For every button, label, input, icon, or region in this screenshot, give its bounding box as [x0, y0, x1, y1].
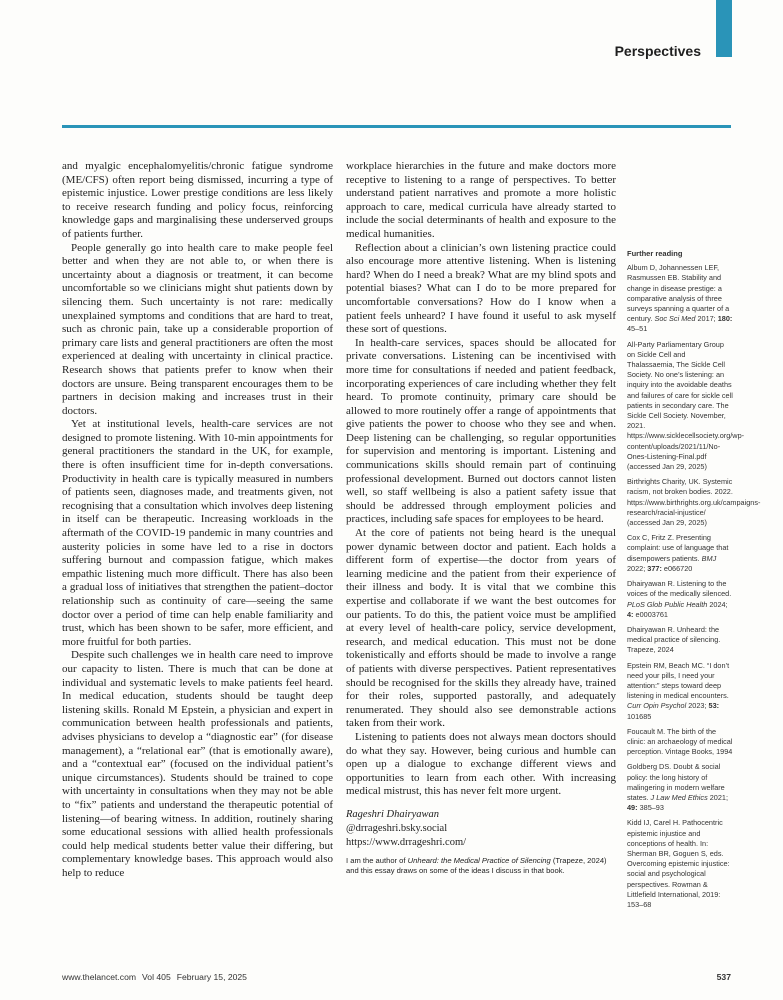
reference-item: Dhairyawan R. Unheard: the medical practice of silencing. Trapeze, 2024 — [627, 624, 721, 655]
paragraph: and myalgic encephalomyelitis/chronic fatigue syndrome (ME/CFS) often report being dismissed, incurring a type of epistemic injustice. Lower prestige conditions are less likely to receive research funding and policy focus, reinforcing knowledge gaps and marginalising these underserved groups of patients further. — [62, 160, 333, 240]
paragraph: People generally go into health care to make people feel better and when they are not able to, or when there is uncertainty about a diagnosis or treatment, it can become uncomfortable so we clinicians might shut patients down by silencing them. Such uncertainty is not rare: medically unexplained symptoms and conditions that are hard to treat, such as chronic pain, take up a considerable proportion of primary care lists and general practitioners are often the most experienced at dealing with uncertainty in clinical practice. Research shows that patients prefer to know when their doctors are unsure. Being transparent encourages them to be partners in decision making and increases trust in their doctors. — [62, 241, 333, 417]
paragraph: workplace hierarchies in the future and make doctors more receptive to listening to a range of perspectives. To better understand patient narratives and promote a more holistic approach to care, medical curricula have already started to include the social determinants of health and exposure to the medical humanities. — [346, 160, 616, 240]
footer-volume: Vol 405 — [142, 972, 171, 982]
footer-citation — [62, 972, 247, 982]
body-column-right — [346, 160, 616, 876]
reference-item: Cox C, Fritz Z. Presenting complaint: use of language that disempowers patients. BMJ 2022; 377: e066720 — [627, 533, 729, 573]
author-name: Rageshri Dhairyawan — [346, 808, 440, 820]
paragraph: In health-care services, spaces should be allocated for private conversations. Listening can be incentivised with more time for consultations if needed and patient feedback, incorporating experiences of care including whether they felt heard. To promote continuity, primary care should be allowed to more routinely offer a range of appointments that give patients the power to choose who they see and when. Deep listening can be challenging, so regular opportunities for supervision and mentoring is important. Listening and communications skills should remain part of continuing professional development. Burned out doctors cannot listen well, so staff wellbeing is also a patient safety issue that should be addressed through employment policies and practices, including safe spaces for employees to be heard. — [346, 336, 616, 526]
reference-item: Epstein RM, Beach MC. “I don’t need your pills, I need your attention:” steps toward deep listening in medical encounters. Curr Opin Psychol 2023; 53: 101685 — [627, 660, 730, 721]
accent-tab — [716, 0, 732, 57]
reference-item: All-Party Parliamentary Group on Sickle Cell and Thalassaemia, The Sickle Cell Society. No one’s listening: an inquiry into the avoidable deaths and failures of care for sickle cell patients in secondary care. The Sickle Cell Society. November, 2021. https://www.sicklecellsociety.org/wp-content/uploads/2021/11/No-Ones-Listening-Final.pdf (accessed Jan 29, 2025) — [627, 339, 745, 472]
body-column-left — [62, 160, 333, 880]
footer-date: February 15, 2025 — [176, 972, 247, 982]
paragraph: Reflection about a clinician’s own listening practice could also encourage more attentive listening. When is listening hard? When do I need a break? What are my blind spots and potential biases? What can I do to be more prepared for uncomfortable conversations? How do I know when a patient feels unheard? I have found it useful to ask myself these sort of questions. — [346, 241, 616, 336]
page-number: 537 — [716, 972, 731, 982]
author-note: I am the author of Unheard: the Medical Practice of Silencing (Trapeze, 2024) and this essay draws on some of the ideas I discuss in that book. — [346, 855, 607, 875]
header-rule — [62, 125, 731, 128]
footer-site[interactable]: www.thelancet.com — [62, 972, 137, 982]
author-handle[interactable]: @drrageshri.bsky.social — [346, 822, 448, 834]
reference-item: Birthrights Charity, UK. Systemic racism, not broken bodies. 2022. https://www.birthrights.org.uk/campaigns-research/racial-injustice/ (accessed Jan 29, 2025) — [627, 477, 761, 528]
author-signature — [346, 808, 616, 850]
paragraph: Yet at institutional levels, health-care services are not designed to promote listening. With 10-min appointments for general practitioners the standard in the UK, for example, there is often insufficient time for in-depth conversations. Productivity in health care is typically measured in numbers of patients seen, diagnoses made, and treatments given, not recognising that a consultation which involves deep listening in itself can be therapeutic. Increasing workloads in the aftermath of the COVID-19 pandemic in many countries and austerity policies in some have led to a rise in doctors suffering burnout and compassion fatigue, which makes empathic listening much more difficult. There has also been a gradual loss of initiatives that strengthen the patient–doctor relationship such as continuity of care—seeing the same doctor over a period of time can help enable familiarity and trust, which has been shown to be safer, more efficient, and more fruitful for both parties. — [62, 418, 333, 648]
section-label: Perspectives — [614, 43, 701, 59]
paragraph: Despite such challenges we in health care need to improve our capacity to listen. There is much that can be done at individual and systematic levels to make patients feel heard. In medical education, students should be taught deep listening skills. Ronald M Epstein, a physician and expert in communication between health professionals and patients, advises physicians to develop a “diagnostic ear” (for disease management), a “relational ear” (that is emotionally aware), and a “contextual ear” (focused on the individual patient’s unique circumstances). Students should be trained to cope with uncertainty in consultations when they may not be able to “fix” patients and understand the therapeutic potential of listening—of bearing witness. In addition, routinely sharing some educational sessions with allied health professionals could help medical students better value their differing, but complementary knowledge bases. This approach would also help to reduce — [62, 649, 333, 879]
paragraph: At the core of patients not being heard is the unequal power dynamic between doctor and patient. Each holds a different form of expertise—the doctor from years of learning medicine and the patient from their experience of their illness and body. It is vital that we combine this expertise and collaborate if we want the best outcomes for our patients. To do this, the patient voice must be amplified at every level of health-care policy, service development, research, and medical education. This must not be done tokenistically and efforts should be made to involve a range of patients with diverse perspectives. Patient representatives should be recognised for the skills they already have, trained for their roles, supported pastorally, and adequately renumerated. They should also see demonstrable actions taken from their work. — [346, 527, 616, 730]
book-title: Unheard: the Medical Practice of Silencing — [407, 855, 551, 865]
reference-item: Album D, Johannessen LEF, Rasmussen EB. Stability and change in disease prestige: a comparative analysis of three surveys spanning a quarter of a century. Soc Sci Med 2017; 180: 45–51 — [627, 263, 733, 334]
reference-list — [627, 263, 761, 910]
reference-item: Foucault M. The birth of the clinic: an archaeology of medical perception. Vintage Books, 1994 — [627, 726, 733, 757]
further-reading — [627, 249, 761, 915]
reference-item: Kidd IJ, Carel H. Pathocentric epistemic injustice and conceptions of health. In: Sherman BR, Goguen S, eds. Overcoming epistemic injustice: social and psychological perspectives. Rowman & Littlefield International, 2019: 153–68 — [627, 818, 730, 909]
paragraph: Listening to patients does not always mean doctors should do what they say. However, being curious and humble can open up a dialogue to exchange different views and opportunities to learn from each other. With increasing medical mistrust, this has never felt more urgent. — [346, 730, 616, 798]
author-url[interactable]: https://www.drrageshri.com/ — [346, 836, 467, 848]
reference-item: Dhairyawan R. Listening to the voices of the medically silenced. PLoS Glob Public Health 2024; 4: e0003761 — [627, 579, 732, 619]
further-reading-heading: Further reading — [627, 249, 683, 258]
reference-item: Goldberg DS. Doubt & social policy: the long history of malingering in modern welfare states. J Law Med Ethics 2021; 49: 385–93 — [627, 762, 729, 813]
